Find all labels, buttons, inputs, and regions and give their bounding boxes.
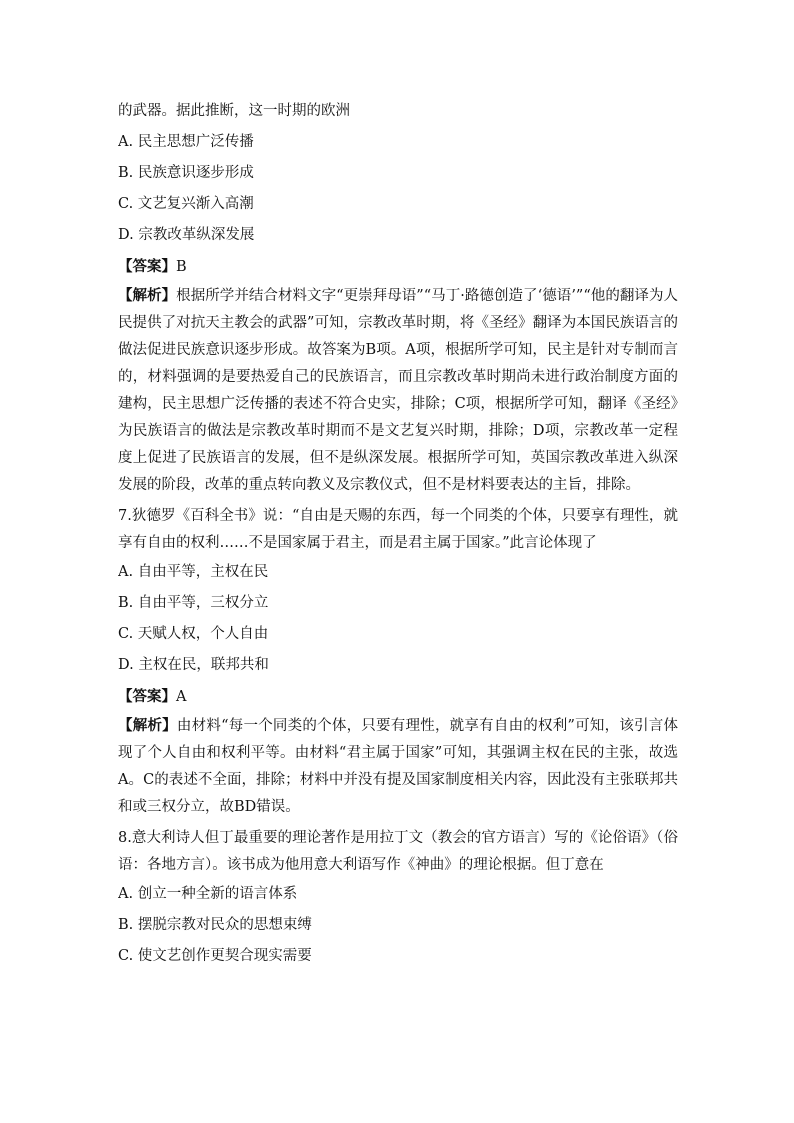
q7-answer-tag: 【答案】 xyxy=(118,688,176,705)
q8-option-b: B. 摆脱宗教对民众的思想束缚 xyxy=(118,917,312,933)
q6-analysis xyxy=(118,282,678,499)
q6-option-d: D. 宗教改革纵深发展 xyxy=(118,227,255,243)
q6-answer-tag: 【答案】 xyxy=(118,258,176,275)
q6-option-c: C. 文艺复兴渐入高潮 xyxy=(118,196,254,212)
q7-stem: 7.狄德罗《百科全书》说：“自由是天赐的东西，每一个同类的个体，只要享有理性，就享有自由的权利……不是国家属于君主，而是君主属于国家。”此言论体现了 xyxy=(118,508,678,551)
q6-stem-tail: 的武器。据此推断，这一时期的欧洲 xyxy=(118,103,350,119)
q7-option-a: A. 自由平等，主权在民 xyxy=(118,564,269,580)
q7-answer xyxy=(118,681,678,712)
q7-analysis xyxy=(118,712,678,821)
q6-answer-value: B xyxy=(176,259,187,275)
q8-option-a: A. 创立一种全新的语言体系 xyxy=(118,886,298,902)
q6-option-a: A. 民主思想广泛传播 xyxy=(118,134,254,150)
q7-analysis-tag: 【解析】 xyxy=(118,717,177,734)
q7-option-c: C. 天赋人权，个人自由 xyxy=(118,626,269,642)
q7-option-d: D. 主权在民，联邦共和 xyxy=(118,657,269,673)
q6-analysis-tag: 【解析】 xyxy=(118,287,177,304)
document-page xyxy=(118,96,678,972)
q8-option-c: C. 使文艺创作更契合现实需要 xyxy=(118,948,312,964)
q7-analysis-text: 由材料“每一个同类的个体，只要有理性，就享有自由的权利”可知，该引言体现了个人自由和权利平等。由材料“君主属于国家”可知，其强调主权在民的主张，故选A。C的表述不全面，排除；材料中并没有提及国家制度相关内容，因此没有主张联邦共和或三权分立，故BD错误。 xyxy=(118,718,679,815)
q6-answer xyxy=(118,251,678,282)
q6-option-b: B. 民族意识逐步形成 xyxy=(118,165,254,181)
q7-answer-value: A xyxy=(176,689,187,705)
q6-analysis-text: 根据所学并结合材料文字“更崇拜母语”“马丁·路德创造了‘德语’”“他的翻译为人民提供了对抗天主教会的武器”可知，宗教改革时期，将《圣经》翻译为本国民族语言的做法促进民族意识逐步形成。故答案为B项。A项，根据所学可知，民主是针对专制而言的，材料强调的是要热爱自己的民族语言，而且宗教改革时期尚未进行政治制度方面的建构，民主思想广泛传播的表述不符合史实，排除；C项，根据所学可知，翻译《圣经》为民族语言的做法是宗教改革时期而不是文艺复兴时期，排除；D项，宗教改革一定程度上促进了民族语言的发展，但不是纵深发展。根据所学可知，英国宗教改革进入纵深发展的阶段，改革的重点转向教义及宗教仪式，但不是材料要表达的主旨，排除。 xyxy=(118,288,679,493)
q8-stem: 8.意大利诗人但丁最重要的理论著作是用拉丁文（教会的官方语言）写的《论俗语》（俗语：各地方言）。该书成为他用意大利语写作《神曲》的理论根据。但丁意在 xyxy=(118,830,678,873)
q7-option-b: B. 自由平等，三权分立 xyxy=(118,595,269,611)
